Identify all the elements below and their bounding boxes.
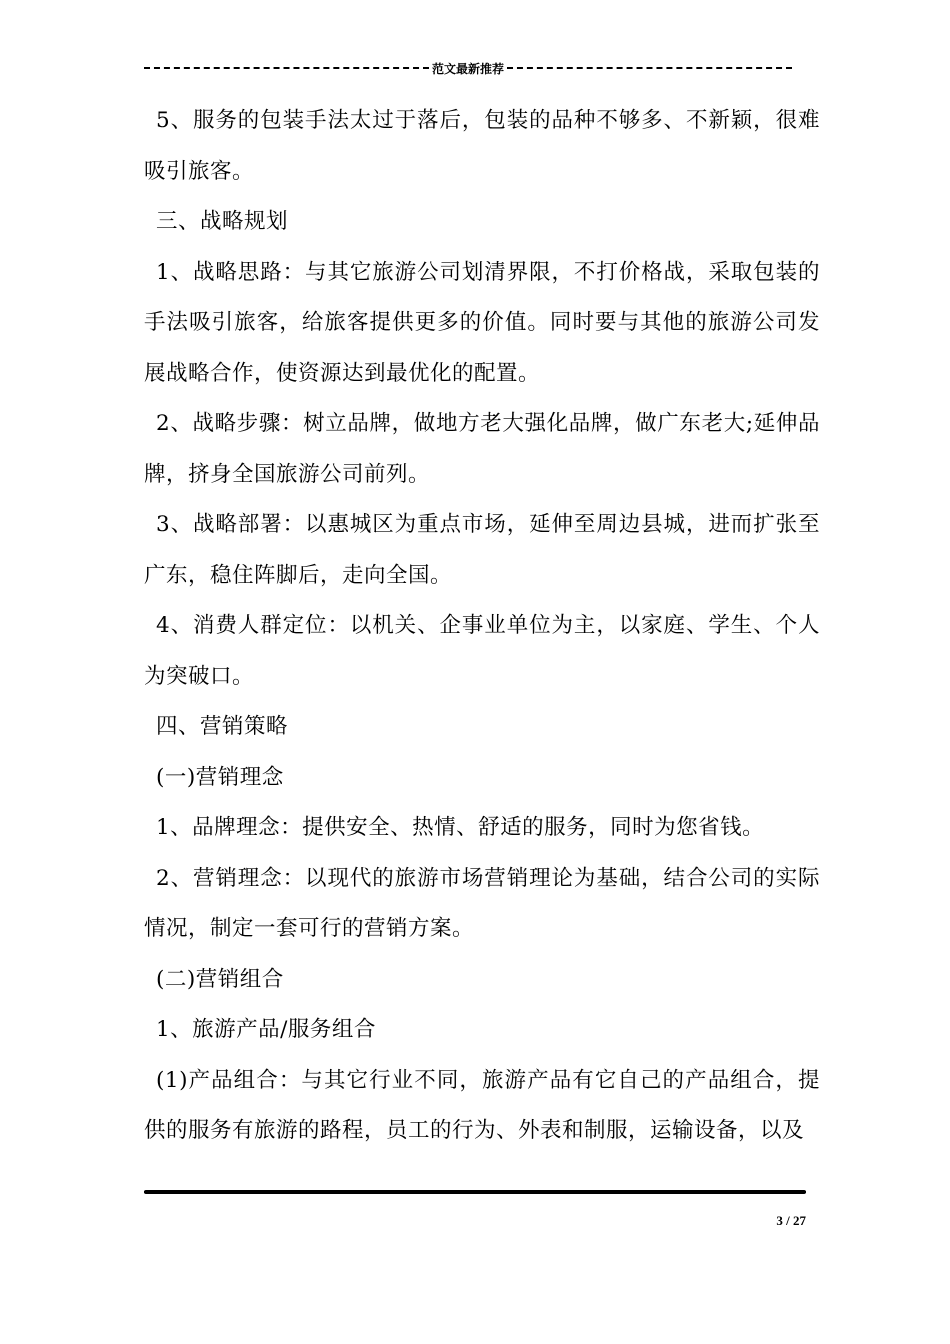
paragraph-marketing-concept: 2、营销理念：以现代的旅游市场营销理论为基础，结合公司的实际情况，制定一套可行的营销方案。 [144, 865, 820, 941]
subheading-marketing-concept: (一)营销理念 [156, 764, 284, 790]
section-heading-strategy: 三、战略规划 [156, 209, 289, 234]
paragraph-brand-concept: 1、品牌理念：提供安全、热情、舒适的服务，同时为您省钱。 [156, 815, 765, 840]
paragraph-consumer-positioning: 4、消费人群定位：以机关、企事业单位为主，以家庭、学生、个人为突破口。 [144, 613, 820, 689]
paragraph-item-5: 5、服务的包装手法太过于落后，包装的品种不够多、不新颖，很难吸引旅客。 [144, 108, 820, 184]
paragraph-product-service-mix: 1、旅游产品/服务组合 [156, 1017, 376, 1042]
header-title: 范文最新推荐 [432, 61, 505, 76]
paragraph-strategy-steps: 2、战略步骤：树立品牌，做地方老大强化品牌，做广东老大;延伸品牌，挤身全国旅游公司前列。 [144, 411, 820, 487]
page-header [144, 58, 792, 78]
paragraph-strategy-deployment: 3、战略部署：以惠城区为重点市场，延伸至周边县城，进而扩张至广东，稳住阵脚后，走向全国。 [144, 512, 820, 588]
page-number: 3 / 27 [776, 1213, 806, 1228]
paragraph-strategy-idea: 1、战略思路：与其它旅游公司划清界限，不打价格战，采取包装的手法吸引旅客，给旅客提供更多的价值。同时要与其他的旅游公司发展战略合作，使资源达到最优化的配置。 [144, 259, 820, 386]
section-heading-marketing: 四、营销策略 [156, 714, 289, 739]
header-right-dashes [507, 67, 792, 69]
footer-divider [144, 1190, 806, 1194]
subheading-marketing-mix: (二)营销组合 [156, 966, 284, 992]
document-body [144, 96, 820, 1157]
header-left-dashes [144, 67, 429, 69]
paragraph-product-mix: (1)产品组合：与其它行业不同，旅游产品有它自己的产品组合，提供的服务有旅游的路程，员工的行为、外表和制服，运输设备，以及 [144, 1067, 820, 1143]
